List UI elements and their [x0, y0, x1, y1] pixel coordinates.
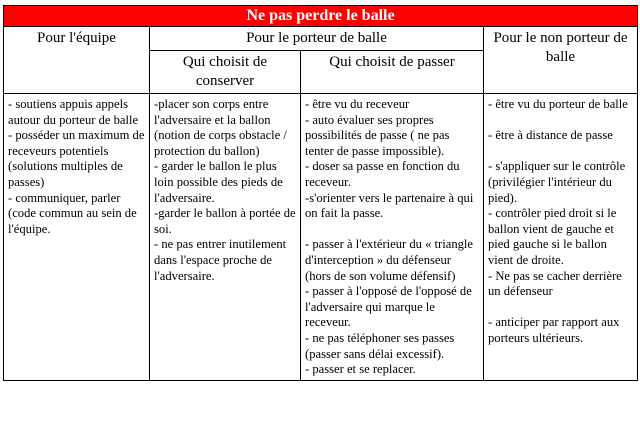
list-item: -s'orienter vers le partenaire à qui on fait la passe.	[305, 190, 474, 221]
list-item: - doser sa passe en fonction du receveur.	[305, 159, 460, 189]
list-item: - passer et se replacer.	[305, 362, 416, 377]
list-item: -placer son corps entre l'adversaire et la ballon (notion de corps obstacle / protection du ballon)	[154, 97, 287, 158]
list-item: - être vu du porteur de balle	[488, 97, 628, 111]
rules-table	[3, 5, 638, 381]
cell-non-porteur	[484, 94, 638, 381]
header-qui-conserver: Qui choisit de conserver	[150, 51, 301, 94]
list-item: -garder le ballon à portée de soi.	[154, 206, 296, 236]
list-item: - ne pas entrer inutilement dans l'espace proche de l'adversaire.	[154, 237, 287, 283]
spacer	[488, 113, 634, 129]
spacer	[488, 300, 634, 316]
list-item: - soutiens appuis appels autour du porteur de balle	[8, 97, 139, 127]
spacer	[305, 222, 480, 238]
list-item: - anticiper par rapport aux porteurs ultérieurs.	[488, 315, 620, 345]
list-item: - garder le ballon le plus loin possible des pieds de l'adversaire.	[154, 159, 283, 205]
table-title: Ne pas perdre le balle	[4, 6, 638, 27]
list-item: - posséder un maximum de receveurs potentiels (solutions multiples de passes)	[8, 128, 145, 189]
list-item: - être vu du receveur	[305, 97, 410, 111]
list-item: - auto évaluer ses propres possibilités de passe ( ne pas tenter de passe impossible).	[305, 112, 450, 158]
list-item: - communiquer, parler (code commun au sein de l'équipe.	[8, 190, 137, 236]
list-item: - contrôler pied droit si le ballon vient de gauche et pied gauche si le ballon vient de droite.	[488, 206, 617, 267]
header-porteur: Pour le porteur de balle	[150, 27, 484, 51]
header-qui-passer: Qui choisit de passer	[301, 51, 484, 94]
cell-passer	[301, 94, 484, 381]
list-item: - ne pas téléphoner ses passes (passer sans délai excessif).	[305, 330, 455, 361]
list-item: - passer à l'extérieur du « triangle d'interception » du défenseur (hors de son volume défensif)	[305, 237, 474, 283]
list-item: - s'appliquer sur le contrôle (privilégier l'intérieur du pied).	[488, 159, 626, 205]
list-item: - être à distance de passe	[488, 128, 613, 143]
header-equipe: Pour l'équipe	[4, 27, 150, 94]
list-item: - passer à l'opposé de l'opposé de l'adversaire qui marque le receveur.	[305, 284, 472, 330]
header-non-porteur: Pour le non porteur de balle	[484, 27, 638, 94]
cell-equipe	[4, 94, 150, 381]
cell-conserver	[150, 94, 301, 381]
spacer	[488, 144, 634, 160]
list-item: - Ne pas se cacher derrière un défenseur	[488, 268, 622, 299]
